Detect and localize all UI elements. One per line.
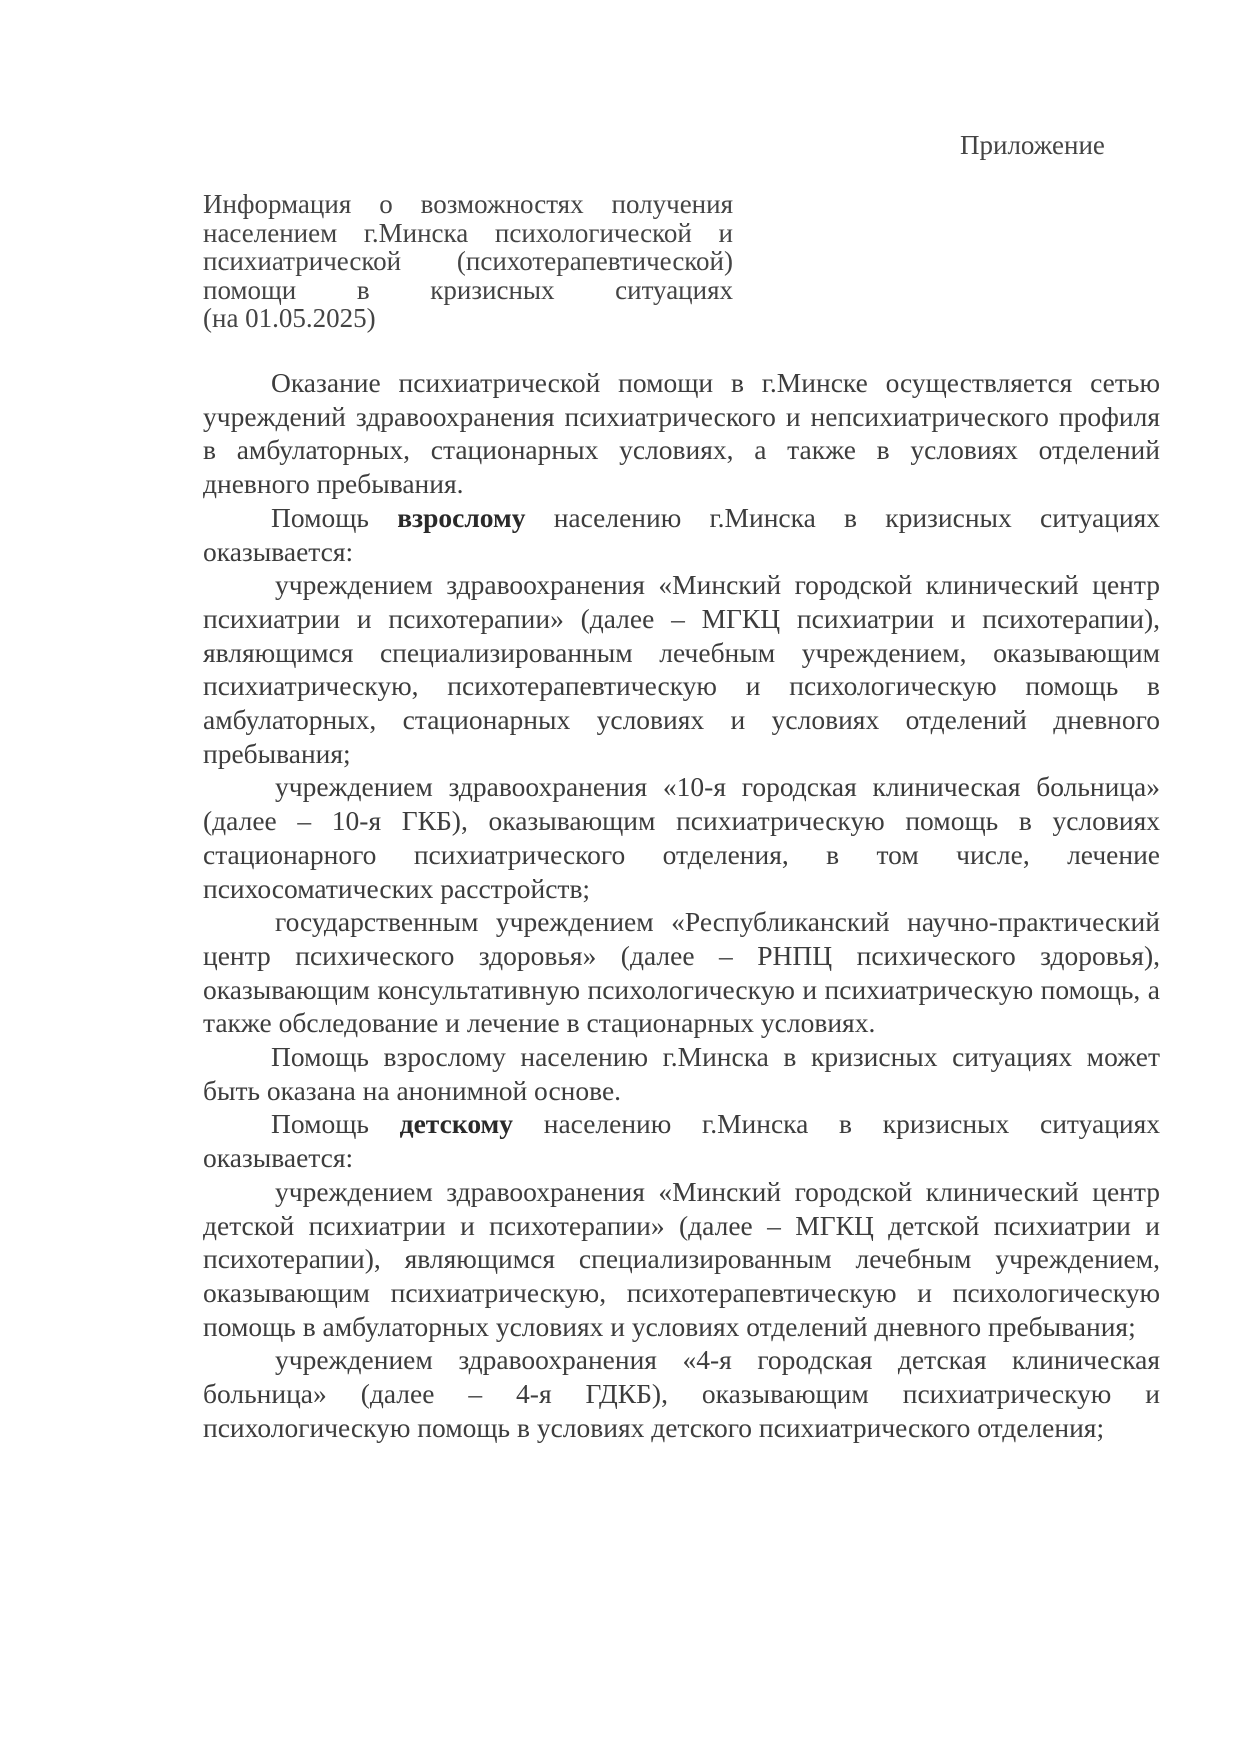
adult-help-lead <box>203 501 1160 568</box>
title-line: психиатрической (психотерапевтической) <box>203 246 733 276</box>
title-line: помощи в кризисных ситуациях <box>203 274 733 305</box>
document-title <box>203 190 733 333</box>
appendix-label: Приложение <box>960 130 1105 160</box>
adult-lead-text: Помощь <box>271 501 398 533</box>
child-help-lead <box>203 1107 1160 1174</box>
adult-lead-text-rest: населению г.Минска в кризисных ситуациях оказывается: <box>203 501 1160 567</box>
title-line: Информация о возможностях получения <box>203 189 733 219</box>
document-body <box>203 366 1160 1445</box>
child-lead-text-rest: населению г.Минска в кризисных ситуациях оказывается: <box>203 1108 1160 1174</box>
title-line: населением г.Минска психологической и <box>203 217 733 248</box>
adult-institution-10gkb: учреждением здравоохранения «10-я городская клиническая больница» (далее – 10-я ГКБ), оказывающим психиатрическую помощь в условиях стационарного психиатрического отделения, в том числе, лечение психосоматических расстройств; <box>203 771 1160 904</box>
child-lead-text: Помощь <box>271 1108 400 1140</box>
adult-anonymous-paragraph: Помощь взрослому населению г.Минска в кризисных ситуациях может быть оказана на анонимной основе. <box>203 1041 1160 1106</box>
child-institution-mgkc: учреждением здравоохранения «Минский городской клинический центр детской психиатрии и психотерапии» (далее – МГКЦ детской психиатрии и психотерапии), являющимся специализированным лечебным учреждением, оказывающим психиатрическую, психотерапевтическую и психологическую помощь в амбулаторных условиях и условиях отделений дневного пребывания; <box>203 1175 1160 1342</box>
title-date-line: (на 01.05.2025) <box>203 303 376 333</box>
adult-keyword: взрослому <box>397 501 526 533</box>
adult-institution-mgkc: учреждением здравоохранения «Минский городской клинический центр психиатрии и психотерапии» (далее – МГКЦ психиатрии и психотерапии), являющимся специализированным лечебным учреждением, оказывающим психиатрическую, психотерапевтическую и психологическую помощь в амбулаторных, стационарных условиях и условиях отделений дневного пребывания; <box>203 569 1160 769</box>
adult-institution-rnpc: государственным учреждением «Республиканский научно-практический центр психического здоровья» (далее – РНПЦ психического здоровья), оказывающим консультативную психологическую и психиатрическую помощь, а также обследование и лечение в стационарных условиях. <box>203 906 1160 1039</box>
child-institution-4gdkb: учреждением здравоохранения «4-я городская детская клиническая больница» (далее – 4-я ГДКБ), оказывающим психиатрическую и психологическую помощь в условиях детского психиатрического отделения; <box>203 1344 1160 1443</box>
intro-paragraph: Оказание психиатрической помощи в г.Минске осуществляется сетью учреждений здравоохранения психиатрического и непсихиатрического профиля в амбулаторных, стационарных условиях, а также в условиях отделений дневного пребывания. <box>203 367 1160 500</box>
child-keyword: детскому <box>399 1108 514 1140</box>
